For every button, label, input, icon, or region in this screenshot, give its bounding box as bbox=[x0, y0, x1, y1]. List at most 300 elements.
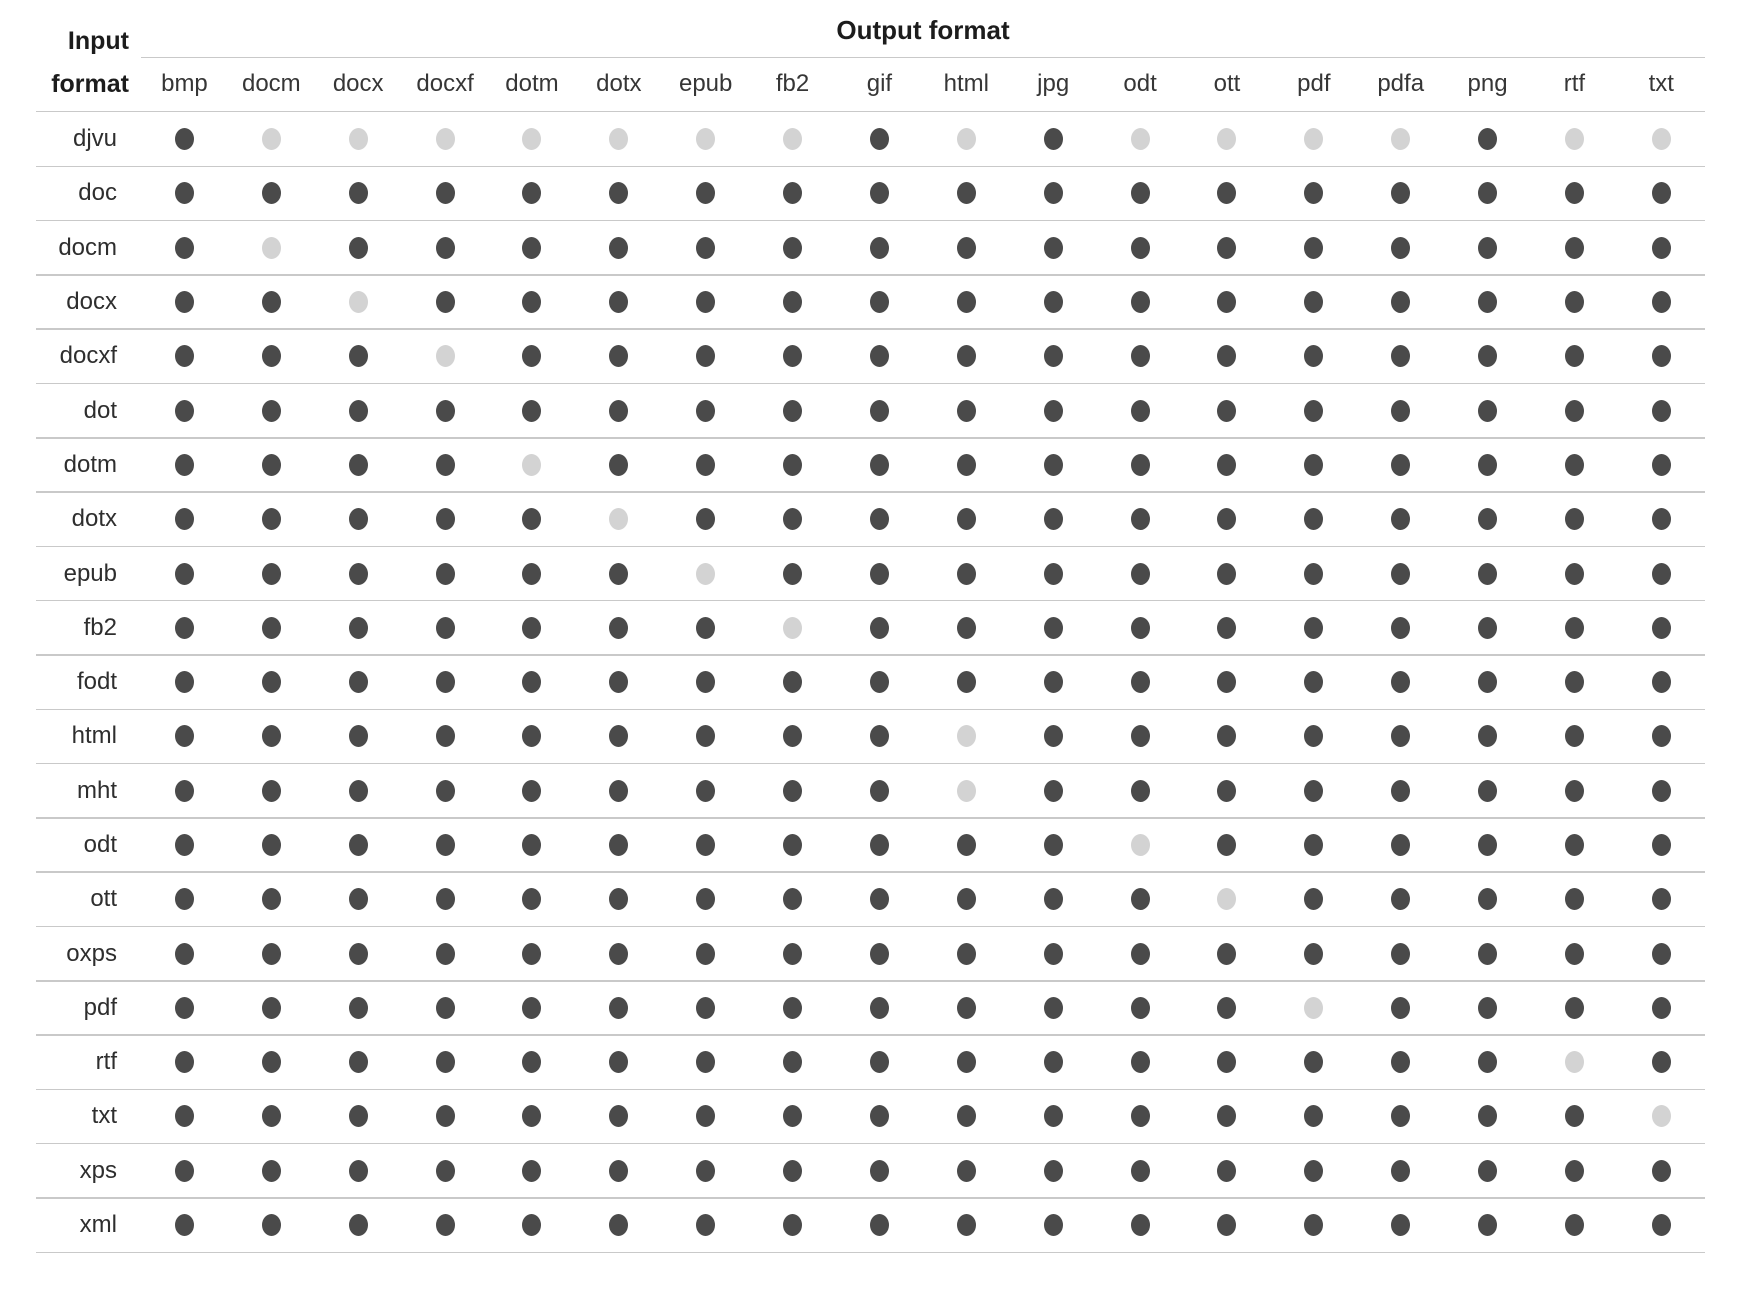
supported-dot bbox=[262, 508, 281, 530]
supported-dot bbox=[1044, 237, 1063, 259]
cell-docm-bmp bbox=[141, 237, 228, 259]
cell-html-png bbox=[1444, 725, 1531, 747]
supported-dot bbox=[870, 943, 889, 965]
supported-dot bbox=[349, 725, 368, 747]
cell-dotm-pdf bbox=[1270, 454, 1357, 476]
cell-dotm-dotm bbox=[489, 454, 576, 476]
supported-dot bbox=[1044, 617, 1063, 639]
supported-dot bbox=[522, 725, 541, 747]
cell-dotx-docx bbox=[315, 508, 402, 530]
cell-epub-jpg bbox=[1010, 563, 1097, 585]
supported-dot bbox=[262, 400, 281, 422]
unsupported-dot bbox=[1391, 128, 1410, 150]
supported-dot bbox=[1304, 345, 1323, 367]
table-row-fodt bbox=[36, 655, 1705, 709]
cell-epub-png bbox=[1444, 563, 1531, 585]
unsupported-dot bbox=[522, 454, 541, 476]
supported-dot bbox=[1217, 182, 1236, 204]
supported-dot bbox=[1652, 997, 1671, 1019]
cell-docx-dotx bbox=[575, 291, 662, 313]
cell-dotx-docxf bbox=[402, 508, 489, 530]
cell-rtf-html bbox=[923, 1051, 1010, 1073]
cell-docm-fb2 bbox=[749, 237, 836, 259]
supported-dot bbox=[957, 1160, 976, 1182]
cell-txt-html bbox=[923, 1105, 1010, 1127]
supported-dot bbox=[1044, 1214, 1063, 1236]
cell-docm-ott bbox=[1184, 237, 1271, 259]
supported-dot bbox=[522, 834, 541, 856]
cell-fb2-gif bbox=[836, 617, 923, 639]
cell-dotm-docm bbox=[228, 454, 315, 476]
supported-dot bbox=[1044, 943, 1063, 965]
supported-dot bbox=[1652, 1160, 1671, 1182]
cell-doc-pdfa bbox=[1357, 182, 1444, 204]
cell-xml-pdfa bbox=[1357, 1214, 1444, 1236]
supported-dot bbox=[175, 1160, 194, 1182]
cell-txt-ott bbox=[1184, 1105, 1271, 1127]
supported-dot bbox=[1131, 1051, 1150, 1073]
supported-dot bbox=[1652, 182, 1671, 204]
cell-rtf-bmp bbox=[141, 1051, 228, 1073]
table-row-rtf bbox=[36, 1035, 1705, 1089]
supported-dot bbox=[783, 943, 802, 965]
supported-dot bbox=[436, 563, 455, 585]
supported-dot bbox=[1217, 237, 1236, 259]
cell-doc-fb2 bbox=[749, 182, 836, 204]
cell-pdf-fb2 bbox=[749, 997, 836, 1019]
unsupported-dot bbox=[522, 128, 541, 150]
cell-djvu-html bbox=[923, 128, 1010, 150]
cell-doc-dotm bbox=[489, 182, 576, 204]
supported-dot bbox=[1304, 725, 1323, 747]
cell-docx-png bbox=[1444, 291, 1531, 313]
supported-dot bbox=[1391, 291, 1410, 313]
supported-dot bbox=[1217, 671, 1236, 693]
supported-dot bbox=[609, 888, 628, 910]
supported-dot bbox=[783, 563, 802, 585]
cell-rtf-ott bbox=[1184, 1051, 1271, 1073]
cell-xml-txt bbox=[1618, 1214, 1705, 1236]
supported-dot bbox=[609, 671, 628, 693]
cell-docm-docxf bbox=[402, 237, 489, 259]
cell-fodt-gif bbox=[836, 671, 923, 693]
cell-html-docx bbox=[315, 725, 402, 747]
cell-dotx-dotm bbox=[489, 508, 576, 530]
cell-pdf-odt bbox=[1097, 997, 1184, 1019]
supported-dot bbox=[870, 400, 889, 422]
cell-ott-pdf bbox=[1270, 888, 1357, 910]
supported-dot bbox=[1565, 182, 1584, 204]
cell-rtf-docx bbox=[315, 1051, 402, 1073]
cell-xml-rtf bbox=[1531, 1214, 1618, 1236]
cell-docm-docx bbox=[315, 237, 402, 259]
supported-dot bbox=[436, 454, 455, 476]
supported-dot bbox=[957, 291, 976, 313]
cell-docxf-dotx bbox=[575, 345, 662, 367]
cell-oxps-gif bbox=[836, 943, 923, 965]
cell-docxf-rtf bbox=[1531, 345, 1618, 367]
cell-rtf-pdfa bbox=[1357, 1051, 1444, 1073]
cell-djvu-jpg bbox=[1010, 128, 1097, 150]
cell-docm-png bbox=[1444, 237, 1531, 259]
supported-dot bbox=[1044, 780, 1063, 802]
cell-rtf-fb2 bbox=[749, 1051, 836, 1073]
column-header-fb2: fb2 bbox=[775, 70, 810, 97]
supported-dot bbox=[1391, 780, 1410, 802]
cell-mht-pdf bbox=[1270, 780, 1357, 802]
supported-dot bbox=[1478, 182, 1497, 204]
supported-dot bbox=[1478, 508, 1497, 530]
row-label: odt bbox=[83, 831, 117, 858]
table-row-odt bbox=[36, 818, 1705, 872]
supported-dot bbox=[436, 943, 455, 965]
cell-doc-ott bbox=[1184, 182, 1271, 204]
unsupported-dot bbox=[1652, 128, 1671, 150]
cell-docxf-ott bbox=[1184, 345, 1271, 367]
cell-djvu-png bbox=[1444, 128, 1531, 150]
cell-djvu-txt bbox=[1618, 128, 1705, 150]
supported-dot bbox=[1131, 182, 1150, 204]
table-row-xps bbox=[36, 1144, 1705, 1198]
unsupported-dot bbox=[436, 128, 455, 150]
supported-dot bbox=[436, 400, 455, 422]
table-row-mht bbox=[36, 764, 1705, 818]
cell-epub-dotx bbox=[575, 563, 662, 585]
cell-dot-gif bbox=[836, 400, 923, 422]
supported-dot bbox=[609, 617, 628, 639]
cell-dotx-epub bbox=[662, 508, 749, 530]
table-row-ott bbox=[36, 872, 1705, 926]
supported-dot bbox=[1652, 345, 1671, 367]
row-label: doc bbox=[78, 179, 117, 207]
supported-dot bbox=[1217, 1105, 1236, 1127]
cell-mht-pdfa bbox=[1357, 780, 1444, 802]
cell-xml-png bbox=[1444, 1214, 1531, 1236]
cell-pdf-pdf bbox=[1270, 997, 1357, 1019]
column-header-txt: txt bbox=[1648, 70, 1674, 97]
supported-dot bbox=[522, 1051, 541, 1073]
row-label: xps bbox=[79, 1156, 117, 1184]
supported-dot bbox=[1217, 617, 1236, 639]
supported-dot bbox=[1131, 888, 1150, 910]
supported-dot bbox=[1217, 563, 1236, 585]
supported-dot bbox=[522, 563, 541, 585]
supported-dot bbox=[609, 997, 628, 1019]
cell-fb2-bmp bbox=[141, 617, 228, 639]
cell-doc-docm bbox=[228, 182, 315, 204]
supported-dot bbox=[1478, 671, 1497, 693]
unsupported-dot bbox=[957, 780, 976, 802]
cell-dot-dotm bbox=[489, 400, 576, 422]
cell-docm-docm bbox=[228, 237, 315, 259]
cell-docx-html bbox=[923, 291, 1010, 313]
supported-dot bbox=[870, 1214, 889, 1236]
cell-html-pdf bbox=[1270, 725, 1357, 747]
cell-doc-epub bbox=[662, 182, 749, 204]
supported-dot bbox=[870, 780, 889, 802]
cell-docx-jpg bbox=[1010, 291, 1097, 313]
cell-xml-docx bbox=[315, 1214, 402, 1236]
cell-xps-docx bbox=[315, 1160, 402, 1182]
supported-dot bbox=[436, 780, 455, 802]
cell-rtf-dotm bbox=[489, 1051, 576, 1073]
supported-dot bbox=[1565, 1214, 1584, 1236]
supported-dot bbox=[349, 617, 368, 639]
supported-dot bbox=[1131, 1160, 1150, 1182]
supported-dot bbox=[349, 780, 368, 802]
cell-oxps-pdfa bbox=[1357, 943, 1444, 965]
cell-djvu-fb2 bbox=[749, 128, 836, 150]
cell-docm-jpg bbox=[1010, 237, 1097, 259]
cell-docm-pdf bbox=[1270, 237, 1357, 259]
cell-xml-dotm bbox=[489, 1214, 576, 1236]
cell-odt-dotx bbox=[575, 834, 662, 856]
cell-oxps-ott bbox=[1184, 943, 1271, 965]
supported-dot bbox=[349, 888, 368, 910]
supported-dot bbox=[1478, 400, 1497, 422]
supported-dot bbox=[783, 834, 802, 856]
cell-xml-gif bbox=[836, 1214, 923, 1236]
cell-doc-rtf bbox=[1531, 182, 1618, 204]
supported-dot bbox=[1478, 780, 1497, 802]
cell-ott-odt bbox=[1097, 888, 1184, 910]
row-label: txt bbox=[91, 1102, 117, 1130]
cell-fodt-fb2 bbox=[749, 671, 836, 693]
cell-epub-bmp bbox=[141, 563, 228, 585]
supported-dot bbox=[609, 1214, 628, 1236]
cell-ott-fb2 bbox=[749, 888, 836, 910]
column-header-row bbox=[0, 58, 1705, 111]
supported-dot bbox=[262, 454, 281, 476]
supported-dot bbox=[1652, 888, 1671, 910]
supported-dot bbox=[609, 345, 628, 367]
supported-dot bbox=[1565, 291, 1584, 313]
row-label: epub bbox=[63, 559, 117, 587]
cell-doc-docxf bbox=[402, 182, 489, 204]
supported-dot bbox=[783, 345, 802, 367]
supported-dot bbox=[1304, 1160, 1323, 1182]
supported-dot bbox=[522, 780, 541, 802]
table-row-pdf bbox=[36, 981, 1705, 1035]
cell-dotx-dotx bbox=[575, 508, 662, 530]
cell-docx-bmp bbox=[141, 291, 228, 313]
supported-dot bbox=[436, 237, 455, 259]
supported-dot bbox=[1304, 182, 1323, 204]
column-header-docxf: docxf bbox=[416, 70, 474, 97]
supported-dot bbox=[870, 182, 889, 204]
cell-dot-pdf bbox=[1270, 400, 1357, 422]
cell-rtf-epub bbox=[662, 1051, 749, 1073]
supported-dot bbox=[1478, 943, 1497, 965]
column-header-jpg: jpg bbox=[1037, 70, 1070, 97]
supported-dot bbox=[175, 997, 194, 1019]
cell-docxf-epub bbox=[662, 345, 749, 367]
supported-dot bbox=[1131, 997, 1150, 1019]
supported-dot bbox=[522, 182, 541, 204]
cell-oxps-dotm bbox=[489, 943, 576, 965]
cell-fb2-dotm bbox=[489, 617, 576, 639]
supported-dot bbox=[1478, 1214, 1497, 1236]
cell-epub-dotm bbox=[489, 563, 576, 585]
cell-doc-txt bbox=[1618, 182, 1705, 204]
format-conversion-table bbox=[0, 4, 1705, 1253]
supported-dot bbox=[870, 291, 889, 313]
supported-dot bbox=[696, 182, 715, 204]
cell-epub-ott bbox=[1184, 563, 1271, 585]
cell-dot-docm bbox=[228, 400, 315, 422]
cell-dot-ott bbox=[1184, 400, 1271, 422]
cell-mht-gif bbox=[836, 780, 923, 802]
cell-epub-rtf bbox=[1531, 563, 1618, 585]
cell-mht-rtf bbox=[1531, 780, 1618, 802]
supported-dot bbox=[1652, 563, 1671, 585]
cell-fodt-odt bbox=[1097, 671, 1184, 693]
cell-pdf-docm bbox=[228, 997, 315, 1019]
cell-xml-jpg bbox=[1010, 1214, 1097, 1236]
supported-dot bbox=[436, 725, 455, 747]
cell-djvu-pdf bbox=[1270, 128, 1357, 150]
supported-dot bbox=[870, 128, 889, 150]
supported-dot bbox=[175, 1051, 194, 1073]
supported-dot bbox=[957, 1051, 976, 1073]
cell-txt-rtf bbox=[1531, 1105, 1618, 1127]
cell-xps-html bbox=[923, 1160, 1010, 1182]
row-label: dotx bbox=[71, 505, 117, 533]
supported-dot bbox=[1478, 345, 1497, 367]
cell-dotm-fb2 bbox=[749, 454, 836, 476]
supported-dot bbox=[1391, 454, 1410, 476]
cell-docx-gif bbox=[836, 291, 923, 313]
supported-dot bbox=[522, 345, 541, 367]
supported-dot bbox=[1652, 291, 1671, 313]
cell-odt-jpg bbox=[1010, 834, 1097, 856]
supported-dot bbox=[1217, 725, 1236, 747]
supported-dot bbox=[1652, 617, 1671, 639]
cell-djvu-dotx bbox=[575, 128, 662, 150]
cell-xps-rtf bbox=[1531, 1160, 1618, 1182]
supported-dot bbox=[1044, 1160, 1063, 1182]
supported-dot bbox=[262, 725, 281, 747]
cell-dot-txt bbox=[1618, 400, 1705, 422]
cell-odt-pdf bbox=[1270, 834, 1357, 856]
column-header-dotx: dotx bbox=[596, 70, 642, 97]
supported-dot bbox=[349, 1051, 368, 1073]
supported-dot bbox=[1565, 454, 1584, 476]
supported-dot bbox=[1217, 997, 1236, 1019]
cell-xml-docxf bbox=[402, 1214, 489, 1236]
supported-dot bbox=[349, 1105, 368, 1127]
supported-dot bbox=[957, 617, 976, 639]
supported-dot bbox=[1217, 345, 1236, 367]
supported-dot bbox=[609, 400, 628, 422]
cell-docx-fb2 bbox=[749, 291, 836, 313]
cell-mht-ott bbox=[1184, 780, 1271, 802]
supported-dot bbox=[349, 563, 368, 585]
supported-dot bbox=[1131, 780, 1150, 802]
cell-rtf-dotx bbox=[575, 1051, 662, 1073]
supported-dot bbox=[1652, 943, 1671, 965]
supported-dot bbox=[1391, 725, 1410, 747]
column-header-epub: epub bbox=[678, 70, 733, 97]
supported-dot bbox=[175, 454, 194, 476]
cell-mht-docxf bbox=[402, 780, 489, 802]
supported-dot bbox=[1131, 671, 1150, 693]
cell-xps-dotx bbox=[575, 1160, 662, 1182]
row-label: ott bbox=[90, 885, 117, 913]
cell-fb2-rtf bbox=[1531, 617, 1618, 639]
unsupported-dot bbox=[1131, 834, 1150, 856]
supported-dot bbox=[175, 400, 194, 422]
supported-dot bbox=[1565, 834, 1584, 856]
supported-dot bbox=[1044, 563, 1063, 585]
cell-odt-docm bbox=[228, 834, 315, 856]
supported-dot bbox=[1391, 563, 1410, 585]
table-row-epub bbox=[36, 546, 1705, 600]
cell-oxps-html bbox=[923, 943, 1010, 965]
supported-dot bbox=[262, 1160, 281, 1182]
row-label: docx bbox=[66, 288, 117, 316]
supported-dot bbox=[1565, 780, 1584, 802]
supported-dot bbox=[1131, 345, 1150, 367]
supported-dot bbox=[696, 1105, 715, 1127]
table-row-dotm bbox=[36, 438, 1705, 492]
supported-dot bbox=[1391, 1160, 1410, 1182]
cell-docxf-docxf bbox=[402, 345, 489, 367]
column-header-docx: docx bbox=[332, 70, 384, 97]
cell-dotm-pdfa bbox=[1357, 454, 1444, 476]
supported-dot bbox=[1391, 1214, 1410, 1236]
cell-dotm-epub bbox=[662, 454, 749, 476]
supported-dot bbox=[175, 617, 194, 639]
supported-dot bbox=[1565, 888, 1584, 910]
supported-dot bbox=[957, 943, 976, 965]
cell-djvu-rtf bbox=[1531, 128, 1618, 150]
cell-oxps-txt bbox=[1618, 943, 1705, 965]
cell-html-epub bbox=[662, 725, 749, 747]
supported-dot bbox=[1044, 1051, 1063, 1073]
supported-dot bbox=[783, 454, 802, 476]
cell-html-dotm bbox=[489, 725, 576, 747]
supported-dot bbox=[1131, 943, 1150, 965]
supported-dot bbox=[1565, 725, 1584, 747]
column-header-html: html bbox=[943, 70, 989, 97]
supported-dot bbox=[609, 563, 628, 585]
cell-fodt-pdf bbox=[1270, 671, 1357, 693]
cell-fb2-fb2 bbox=[749, 617, 836, 639]
supported-dot bbox=[870, 1051, 889, 1073]
cell-mht-txt bbox=[1618, 780, 1705, 802]
cell-html-txt bbox=[1618, 725, 1705, 747]
cell-dotx-gif bbox=[836, 508, 923, 530]
cell-epub-docxf bbox=[402, 563, 489, 585]
supported-dot bbox=[609, 725, 628, 747]
cell-txt-epub bbox=[662, 1105, 749, 1127]
table-row-docxf bbox=[36, 329, 1705, 383]
cell-docx-odt bbox=[1097, 291, 1184, 313]
supported-dot bbox=[349, 345, 368, 367]
unsupported-dot bbox=[609, 508, 628, 530]
table-row-oxps bbox=[36, 926, 1705, 980]
cell-docm-txt bbox=[1618, 237, 1705, 259]
supported-dot bbox=[1044, 725, 1063, 747]
row-label: fb2 bbox=[83, 613, 117, 641]
table-row-txt bbox=[36, 1089, 1705, 1143]
supported-dot bbox=[1304, 563, 1323, 585]
cell-epub-docm bbox=[228, 563, 315, 585]
row-label: mht bbox=[76, 776, 117, 804]
supported-dot bbox=[696, 888, 715, 910]
supported-dot bbox=[1304, 1051, 1323, 1073]
